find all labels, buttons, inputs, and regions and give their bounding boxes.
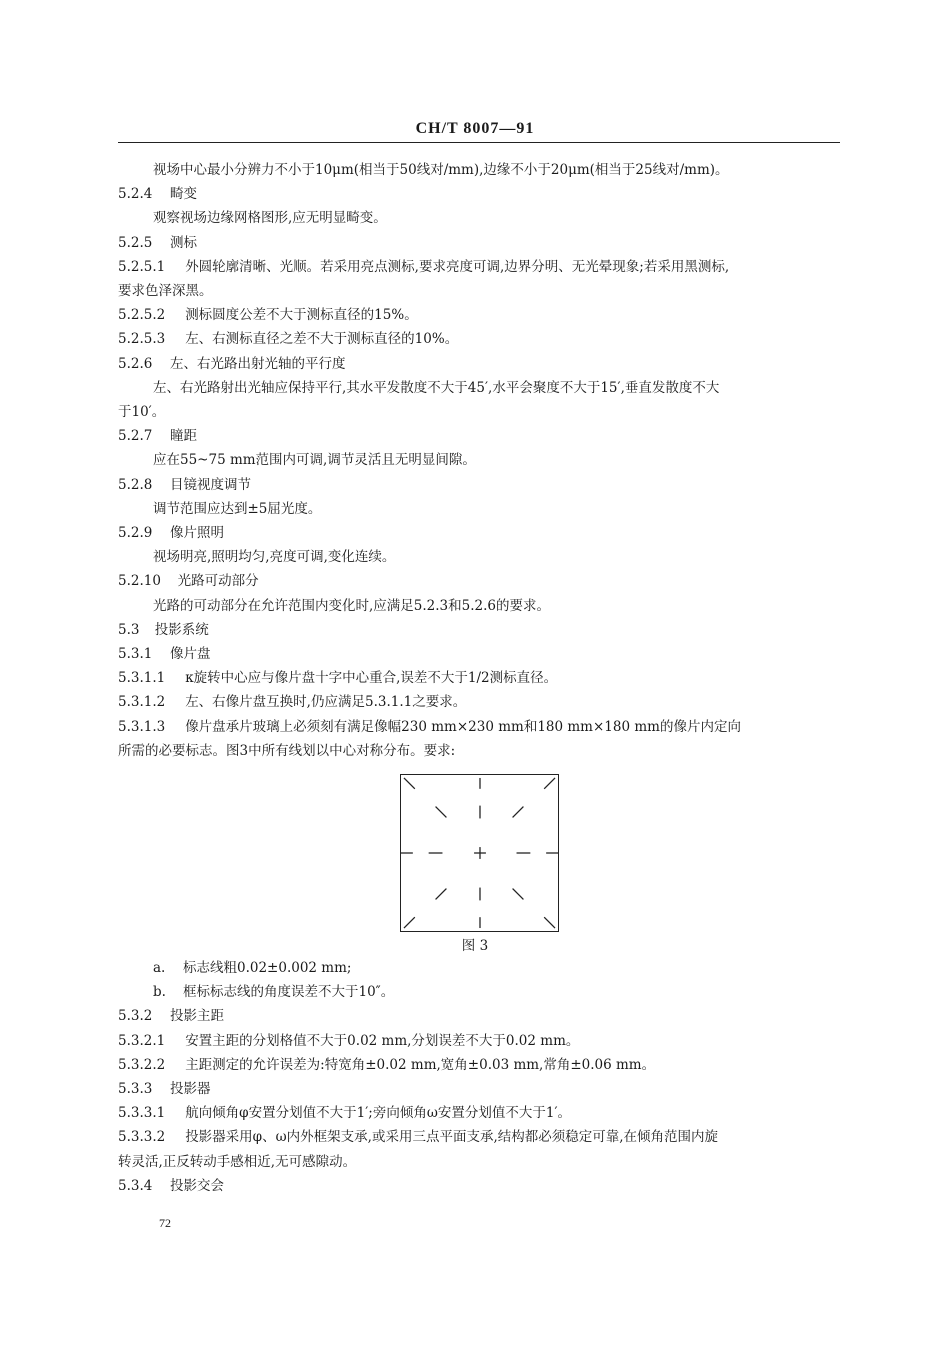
text-line [0, 642, 950, 666]
text-line [0, 1174, 950, 1198]
clause-text: 标志线粗0.02±0.002 mm; [183, 960, 352, 976]
clause-text: 投影主距 [170, 1008, 224, 1025]
text-line [0, 715, 950, 739]
clause-text: 光路的可动部分在允许范围内变化时,应满足5.2.3和5.2.6的要求。 [153, 597, 550, 614]
clause-number: 5.3 [118, 621, 140, 638]
clause-number: 5.2.9 [118, 525, 153, 541]
text-line [0, 545, 950, 569]
text-line [0, 182, 950, 206]
corner-mark-bl [404, 917, 415, 928]
text-line [0, 1077, 950, 1101]
clause-text: 左、右光路出射光轴的平行度 [170, 355, 346, 372]
clause-text: 于10′。 [118, 404, 166, 420]
clause-text: 要求色泽深黑。 [118, 283, 213, 299]
clause-text: 投影交会 [170, 1177, 224, 1194]
clause-text: 瞳距 [170, 428, 197, 445]
clause-number: 5.3.1.1 [118, 670, 166, 687]
clause-number: 5.2.6 [118, 355, 153, 372]
inner-mark-tr [513, 807, 524, 818]
clause-number: 5.3.4 [118, 1177, 153, 1194]
corner-mark-tr [544, 778, 555, 789]
clause-text: 投影系统 [154, 621, 209, 638]
text-line [0, 352, 950, 376]
clause-text: 像片照明 [170, 525, 224, 541]
clause-text: 框标标志线的角度误差不大于10″。 [183, 984, 395, 1001]
clause-text: 投影器 [170, 1081, 211, 1097]
text-line [0, 1004, 950, 1028]
clause-number: 5.2.7 [118, 428, 153, 445]
text-line [0, 424, 950, 448]
text-line [0, 1029, 950, 1053]
clause-text: 视场中心最小分辨力不小于10μm(相当于50线对/mm),边缘不小于20μm(相当于25线对/mm)。 [153, 162, 729, 178]
clause-text: 光路可动部分 [177, 573, 259, 590]
corner-mark-tl [404, 778, 415, 789]
inner-mark-bl [436, 889, 447, 900]
clause-text: 目镜视度调节 [170, 476, 251, 493]
clause-text: 左、右测标直径之差不大于测标直径的10%。 [185, 331, 459, 348]
clause-number: 5.2.5 [118, 234, 153, 251]
clause-text: 畸变 [170, 186, 197, 203]
text-line [0, 956, 950, 980]
clause-number: 5.3.1 [118, 646, 153, 662]
clause-number: 5.2.5.3 [118, 331, 166, 348]
text-line [0, 690, 950, 714]
inner-mark-br [513, 889, 524, 900]
text-line [0, 666, 950, 690]
fiducial-marks-svg [401, 775, 558, 931]
text-line [0, 1150, 950, 1174]
text-line [0, 473, 950, 497]
text-line [0, 1125, 950, 1149]
header-rule [118, 142, 840, 143]
clause-text: 视场明亮,照明均匀,亮度可调,变化连续。 [153, 549, 396, 566]
clause-number: 5.3.1.2 [118, 694, 166, 711]
figure-3-diagram [400, 774, 559, 932]
clause-text: κ旋转中心应与像片盘十字中心重合,误差不大于1/2测标直径。 [185, 670, 558, 687]
clause-text: 外圆轮廓清晰、光顺。若采用亮点测标,要求亮度可调,边界分明、无光晕现象;若采用黑测标, [185, 258, 730, 275]
clause-text: 测标 [170, 234, 197, 251]
clause-text: 左、右像片盘互换时,仍应满足5.3.1.1之要求。 [185, 694, 467, 711]
clause-number: a. [153, 960, 166, 976]
text-line [0, 521, 950, 545]
text-line [0, 980, 950, 1004]
clause-number: 5.2.5.2 [118, 307, 166, 324]
clause-number: b. [153, 984, 166, 1001]
clause-text: 像片盘 [170, 646, 211, 662]
clause-text: 像片盘承片玻璃上必须刻有满足像幅230 mm×230 mm和180 mm×180 mm的像片内定向 [185, 718, 741, 735]
clause-number: 5.2.5.1 [118, 258, 166, 275]
text-line [0, 158, 950, 182]
clause-number: 5.2.10 [118, 573, 161, 590]
standard-code-header: CH/T 8007—91 [415, 120, 535, 137]
clause-text: 投影器采用φ、ω内外框架支承,或采用三点平面支承,结构都必须稳定可靠,在倾角范围内旋 [185, 1129, 719, 1146]
text-line [0, 400, 950, 424]
clause-text: 转灵活,正反转动手感相近,无可感隙动。 [118, 1153, 357, 1170]
clause-text: 测标圆度公差不大于测标直径的15%。 [185, 307, 418, 324]
corner-mark-br [544, 917, 555, 928]
text-line [0, 303, 950, 327]
text-line [0, 497, 950, 521]
clause-number: 5.3.1.3 [118, 718, 166, 735]
text-line [0, 594, 950, 618]
clause-number: 5.2.8 [118, 476, 153, 493]
clause-text: 航向倾角φ安置分划值不大于1′;旁向倾角ω安置分划值不大于1′。 [185, 1105, 572, 1122]
figure-3-caption: 图 3 [461, 938, 489, 954]
text-line [0, 739, 950, 763]
clause-number: 5.3.3.2 [118, 1129, 166, 1146]
clause-text: 观察视场边缘网格图形,应无明显畸变。 [153, 210, 387, 227]
text-line [0, 569, 950, 593]
text-line [0, 206, 950, 230]
text-line [0, 327, 950, 351]
clause-number: 5.3.2 [118, 1008, 153, 1025]
clause-text: 所需的必要标志。图3中所有线划以中心对称分布。要求: [118, 742, 456, 759]
clause-text: 主距测定的允许误差为:特宽角±0.02 mm,宽角±0.03 mm,常角±0.06 mm。 [185, 1056, 656, 1073]
clause-text: 应在55~75 mm范围内可调,调节灵活且无明显间隙。 [153, 452, 476, 469]
inner-mark-tl [436, 807, 447, 818]
clause-number: 5.3.3.1 [118, 1105, 166, 1122]
text-line [0, 1053, 950, 1077]
text-line [0, 1101, 950, 1125]
text-line [0, 231, 950, 255]
clause-text: 左、右光路射出光轴应保持平行,其水平发散度不大于45′,水平会聚度不大于15′,垂直发散度不大 [153, 379, 720, 396]
text-line [0, 279, 950, 303]
clause-text: 调节范围应达到±5屈光度。 [153, 500, 322, 517]
page-number: 72 [159, 1216, 171, 1230]
clause-number: 5.3.2.1 [118, 1032, 166, 1049]
clause-number: 5.3.3 [118, 1081, 153, 1097]
text-line [0, 618, 950, 642]
text-line [0, 376, 950, 400]
text-line [0, 448, 950, 472]
clause-number: 5.2.4 [118, 186, 153, 203]
clause-text: 安置主距的分划格值不大于0.02 mm,分划误差不大于0.02 mm。 [185, 1032, 580, 1049]
text-line [0, 255, 950, 279]
clause-number: 5.3.2.2 [118, 1056, 166, 1073]
